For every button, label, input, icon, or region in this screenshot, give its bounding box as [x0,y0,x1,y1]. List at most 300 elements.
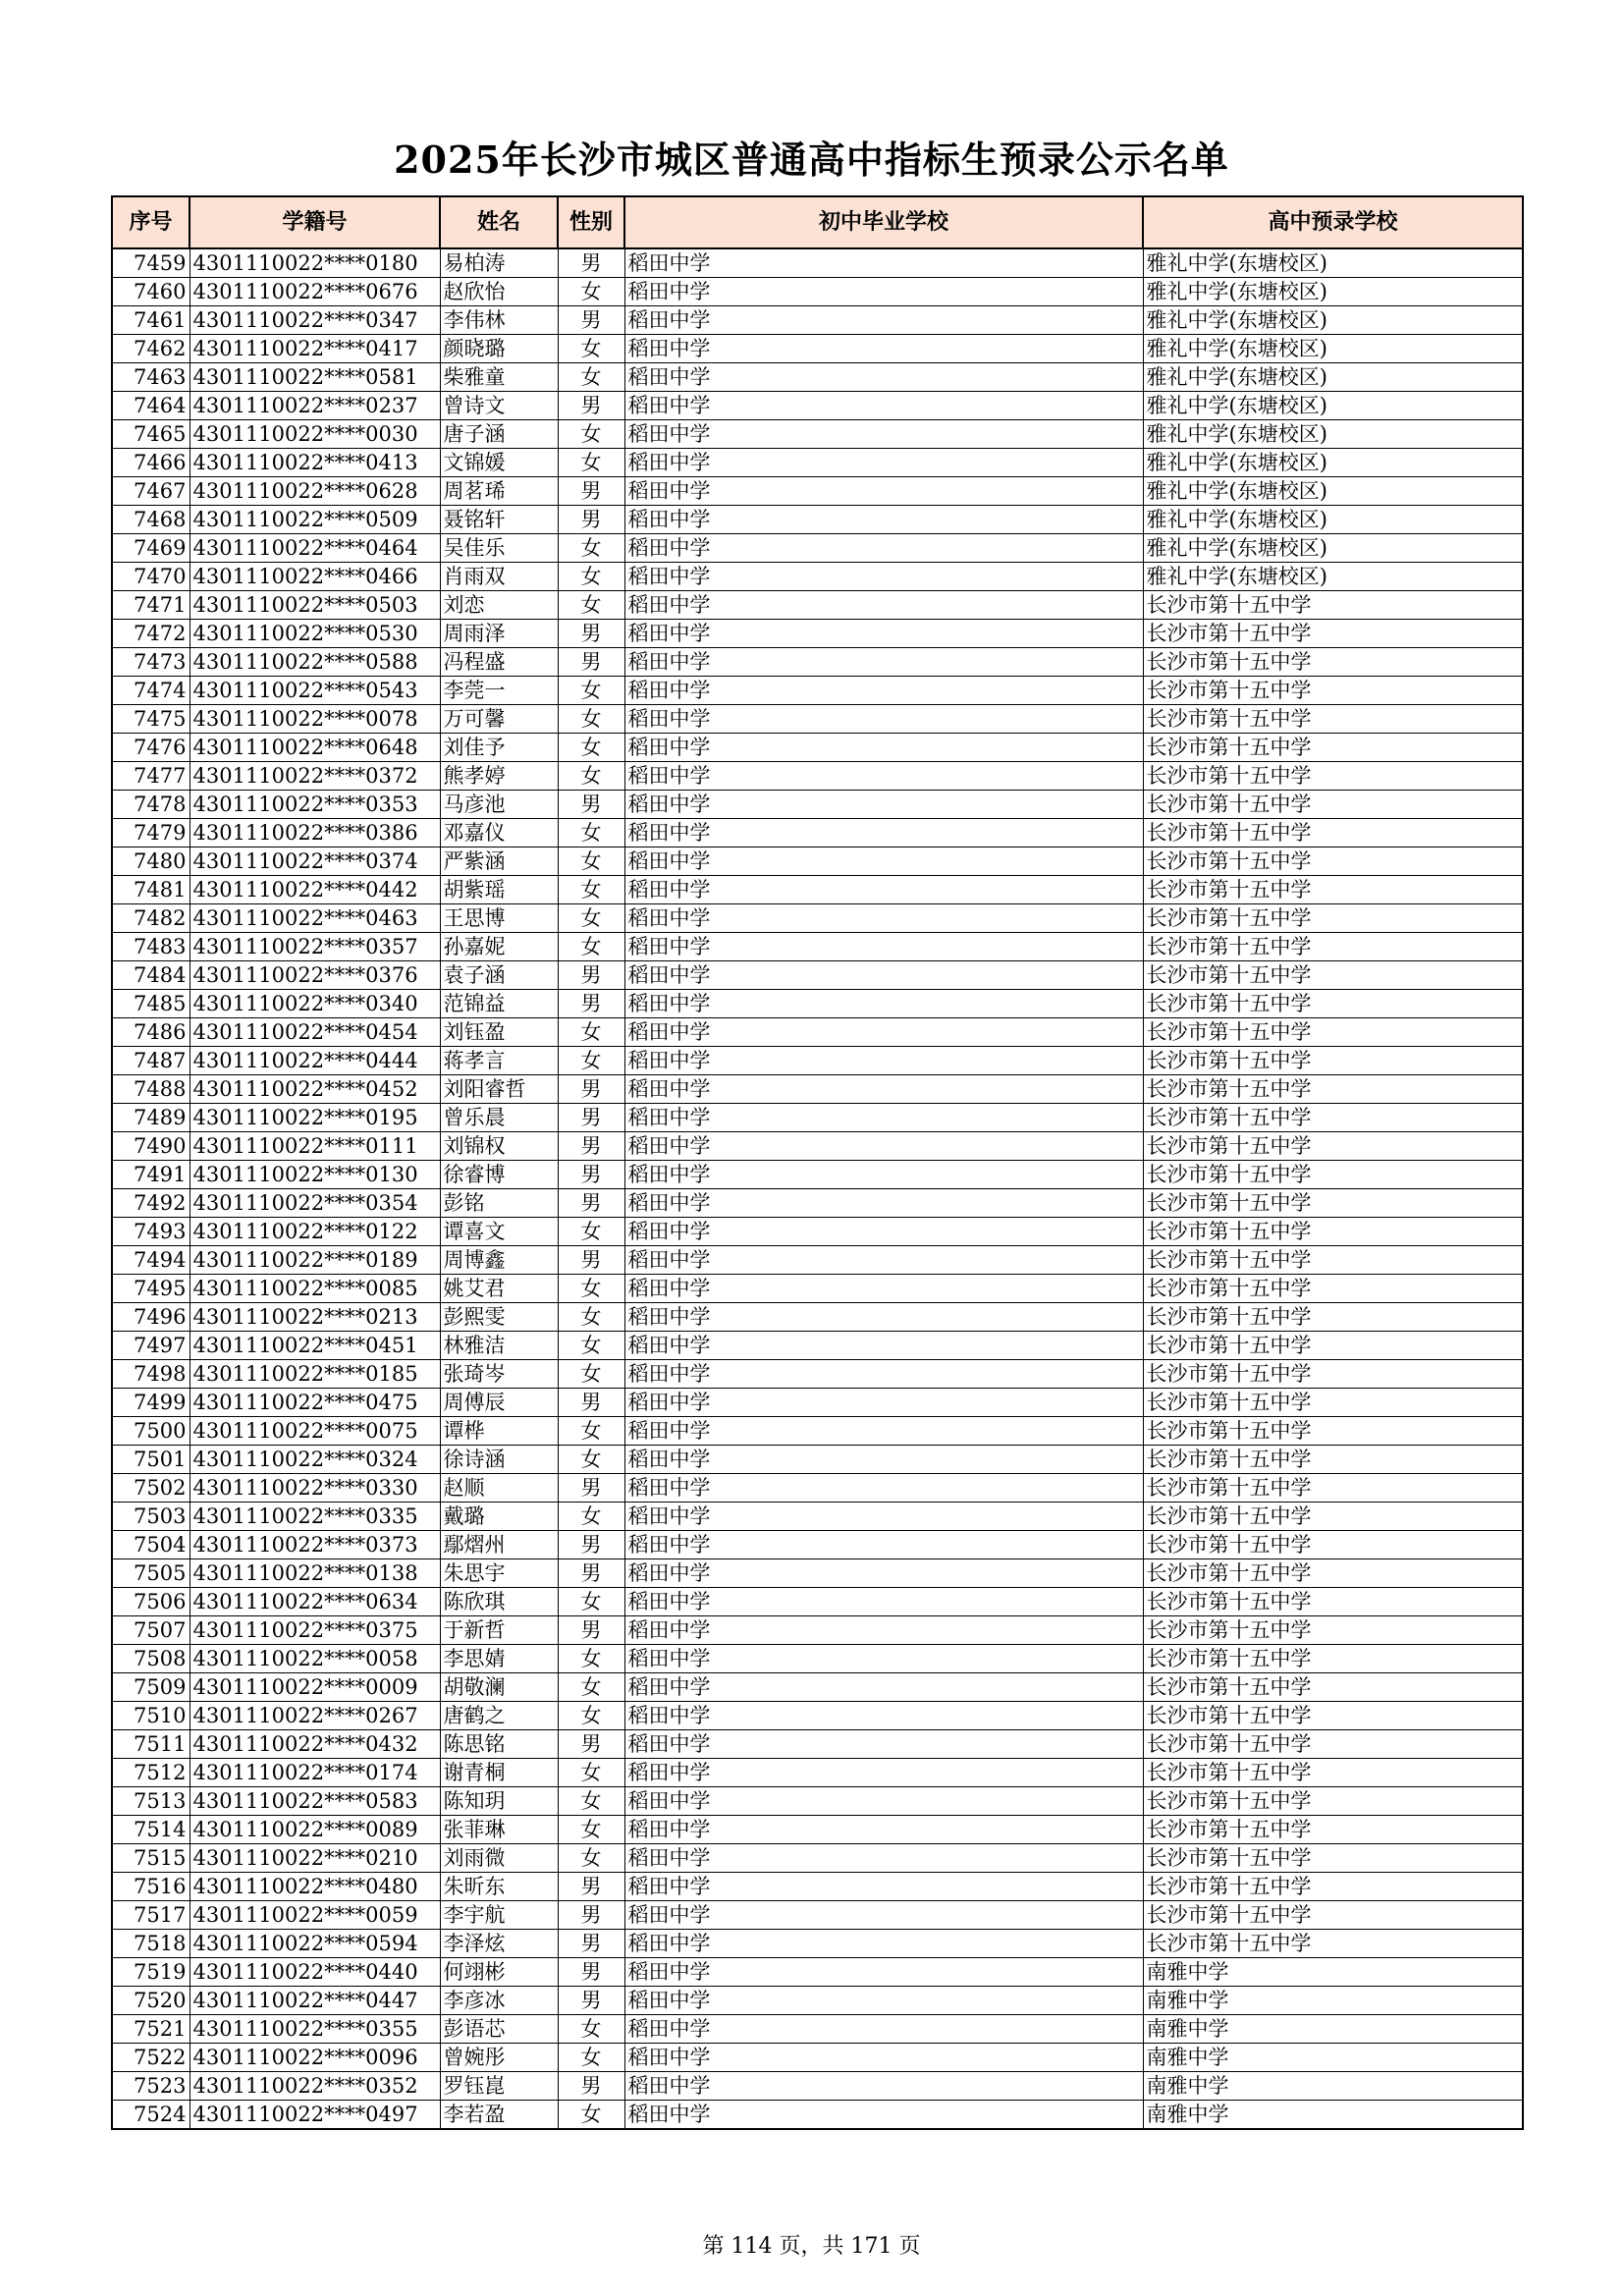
cell-student-id: 4301110022****0413 [189,449,440,477]
cell-student-id: 4301110022****0444 [189,1047,440,1075]
table-row [112,1673,1523,1702]
cell-student-id: 4301110022****0130 [189,1161,440,1189]
table-row [112,1645,1523,1673]
cell-seq: 7516 [112,1873,189,1901]
table-row [112,847,1523,876]
cell-high-school: 雅礼中学(东塘校区) [1143,248,1523,278]
table-row [112,1816,1523,1844]
cell-gender: 女 [558,1673,624,1702]
cell-student-id: 4301110022****0503 [189,591,440,620]
cell-high-school: 雅礼中学(东塘校区) [1143,420,1523,449]
cell-name: 陈知玥 [440,1787,558,1816]
cell-high-school: 长沙市第十五中学 [1143,677,1523,705]
cell-name: 马彦池 [440,791,558,819]
cell-middle-school: 稻田中学 [624,762,1143,791]
cell-middle-school: 稻田中学 [624,1987,1143,2015]
table-row [112,363,1523,392]
cell-high-school: 长沙市第十五中学 [1143,1332,1523,1360]
cell-name: 朱思宇 [440,1559,558,1588]
table-row [112,1474,1523,1503]
cell-seq: 7497 [112,1332,189,1360]
table-row [112,1218,1523,1246]
cell-middle-school: 稻田中学 [624,1417,1143,1446]
cell-middle-school: 稻田中学 [624,2015,1143,2044]
cell-student-id: 4301110022****0355 [189,2015,440,2044]
table-row [112,392,1523,420]
table-row [112,1018,1523,1047]
cell-student-id: 4301110022****0464 [189,534,440,563]
cell-name: 朱昕东 [440,1873,558,1901]
cell-name: 谭喜文 [440,1218,558,1246]
cell-gender: 女 [558,819,624,847]
table-row [112,876,1523,904]
cell-name: 李莞一 [440,677,558,705]
cell-gender: 女 [558,2101,624,2130]
cell-gender: 男 [558,2072,624,2101]
cell-student-id: 4301110022****0340 [189,990,440,1018]
cell-student-id: 4301110022****0463 [189,904,440,933]
cell-middle-school: 稻田中学 [624,477,1143,506]
cell-high-school: 长沙市第十五中学 [1143,1047,1523,1075]
cell-name: 何翊彬 [440,1958,558,1987]
cell-seq: 7495 [112,1275,189,1303]
cell-gender: 男 [558,1987,624,2015]
column-header-high-school: 高中预录学校 [1143,196,1523,248]
cell-middle-school: 稻田中学 [624,819,1143,847]
cell-gender: 男 [558,1132,624,1161]
cell-student-id: 4301110022****0676 [189,278,440,306]
cell-middle-school: 稻田中学 [624,620,1143,648]
table-row [112,1702,1523,1730]
cell-name: 赵欣怡 [440,278,558,306]
cell-middle-school: 稻田中学 [624,1873,1143,1901]
table-row [112,1930,1523,1958]
cell-middle-school: 稻田中学 [624,1787,1143,1816]
cell-high-school: 长沙市第十五中学 [1143,762,1523,791]
cell-student-id: 4301110022****0330 [189,1474,440,1503]
cell-seq: 7489 [112,1104,189,1132]
cell-student-id: 4301110022****0581 [189,363,440,392]
cell-high-school: 长沙市第十五中学 [1143,1218,1523,1246]
cell-student-id: 4301110022****0530 [189,620,440,648]
cell-middle-school: 稻田中学 [624,2101,1143,2130]
cell-high-school: 长沙市第十五中学 [1143,1759,1523,1787]
cell-middle-school: 稻田中学 [624,1446,1143,1474]
cell-seq: 7519 [112,1958,189,1987]
cell-middle-school: 稻田中学 [624,876,1143,904]
page-footer: 第 114 页，共 171 页 [702,2234,921,2259]
cell-seq: 7477 [112,762,189,791]
table-row [112,1987,1523,2015]
cell-high-school: 长沙市第十五中学 [1143,1104,1523,1132]
cell-name: 文锦媛 [440,449,558,477]
cell-seq: 7510 [112,1702,189,1730]
cell-student-id: 4301110022****0386 [189,819,440,847]
cell-high-school: 雅礼中学(东塘校区) [1143,363,1523,392]
cell-seq: 7512 [112,1759,189,1787]
cell-seq: 7460 [112,278,189,306]
cell-student-id: 4301110022****0447 [189,1987,440,2015]
table-row [112,819,1523,847]
table-row [112,1132,1523,1161]
cell-student-id: 4301110022****0648 [189,734,440,762]
cell-seq: 7459 [112,248,189,278]
cell-name: 蒋孝言 [440,1047,558,1075]
cell-middle-school: 稻田中学 [624,791,1143,819]
cell-high-school: 南雅中学 [1143,2015,1523,2044]
cell-middle-school: 稻田中学 [624,1816,1143,1844]
cell-high-school: 长沙市第十五中学 [1143,1730,1523,1759]
cell-seq: 7485 [112,990,189,1018]
cell-middle-school: 稻田中学 [624,1018,1143,1047]
cell-gender: 女 [558,591,624,620]
cell-seq: 7470 [112,563,189,591]
cell-seq: 7503 [112,1503,189,1531]
cell-seq: 7508 [112,1645,189,1673]
cell-high-school: 雅礼中学(东塘校区) [1143,534,1523,563]
table-row [112,1559,1523,1588]
cell-middle-school: 稻田中学 [624,563,1143,591]
cell-student-id: 4301110022****0030 [189,420,440,449]
cell-name: 易柏涛 [440,248,558,278]
cell-seq: 7500 [112,1417,189,1446]
cell-name: 唐子涵 [440,420,558,449]
cell-name: 曾婉彤 [440,2044,558,2072]
page-title: 2025年长沙市城区普通高中指标生预录公示名单 [394,137,1229,182]
cell-name: 袁子涵 [440,961,558,990]
table-row [112,1873,1523,1901]
cell-high-school: 长沙市第十五中学 [1143,1474,1523,1503]
cell-student-id: 4301110022****0335 [189,1503,440,1531]
cell-high-school: 长沙市第十五中学 [1143,1417,1523,1446]
table-row [112,1844,1523,1873]
cell-middle-school: 稻田中学 [624,306,1143,335]
cell-gender: 女 [558,933,624,961]
table-row [112,591,1523,620]
cell-seq: 7484 [112,961,189,990]
cell-seq: 7490 [112,1132,189,1161]
cell-gender: 男 [558,248,624,278]
cell-high-school: 长沙市第十五中学 [1143,1132,1523,1161]
cell-high-school: 长沙市第十五中学 [1143,1873,1523,1901]
cell-name: 谢青桐 [440,1759,558,1787]
cell-high-school: 长沙市第十五中学 [1143,705,1523,734]
cell-middle-school: 稻田中学 [624,1531,1143,1559]
cell-gender: 女 [558,363,624,392]
cell-name: 李思婧 [440,1645,558,1673]
cell-student-id: 4301110022****0454 [189,1018,440,1047]
cell-high-school: 长沙市第十五中学 [1143,1844,1523,1873]
cell-gender: 女 [558,2044,624,2072]
cell-gender: 男 [558,1389,624,1417]
cell-middle-school: 稻田中学 [624,1645,1143,1673]
cell-name: 赵顺 [440,1474,558,1503]
table-row [112,1616,1523,1645]
cell-gender: 女 [558,2015,624,2044]
table-row [112,1417,1523,1446]
cell-student-id: 4301110022****0432 [189,1730,440,1759]
cell-seq: 7487 [112,1047,189,1075]
cell-name: 范锦益 [440,990,558,1018]
table-row [112,1275,1523,1303]
cell-middle-school: 稻田中学 [624,2072,1143,2101]
cell-seq: 7517 [112,1901,189,1930]
cell-middle-school: 稻田中学 [624,392,1143,420]
cell-name: 张琦岑 [440,1360,558,1389]
table-row [112,677,1523,705]
cell-name: 吴佳乐 [440,534,558,563]
cell-gender: 男 [558,1531,624,1559]
cell-name: 刘阳睿哲 [440,1075,558,1104]
table-row [112,1189,1523,1218]
cell-name: 谭桦 [440,1417,558,1446]
cell-middle-school: 稻田中学 [624,248,1143,278]
cell-name: 李宇航 [440,1901,558,1930]
roster-table [111,195,1524,2130]
cell-gender: 男 [558,620,624,648]
cell-seq: 7513 [112,1787,189,1816]
cell-name: 刘锦权 [440,1132,558,1161]
cell-student-id: 4301110022****0497 [189,2101,440,2130]
cell-name: 曾诗文 [440,392,558,420]
column-header-name: 姓名 [440,196,558,248]
cell-name: 万可馨 [440,705,558,734]
cell-student-id: 4301110022****0588 [189,648,440,677]
cell-name: 周雨泽 [440,620,558,648]
cell-seq: 7506 [112,1588,189,1616]
cell-name: 邓嘉仪 [440,819,558,847]
cell-middle-school: 稻田中学 [624,1104,1143,1132]
cell-high-school: 长沙市第十五中学 [1143,1360,1523,1389]
cell-gender: 女 [558,1360,624,1389]
cell-seq: 7498 [112,1360,189,1389]
cell-seq: 7494 [112,1246,189,1275]
cell-middle-school: 稻田中学 [624,904,1143,933]
cell-name: 刘雨微 [440,1844,558,1873]
cell-name: 刘恋 [440,591,558,620]
cell-gender: 女 [558,762,624,791]
table-row [112,620,1523,648]
cell-middle-school: 稻田中学 [624,1474,1143,1503]
cell-gender: 女 [558,1218,624,1246]
table-row [112,563,1523,591]
cell-seq: 7501 [112,1446,189,1474]
cell-name: 徐诗涵 [440,1446,558,1474]
table-row [112,1389,1523,1417]
cell-seq: 7479 [112,819,189,847]
cell-high-school: 雅礼中学(东塘校区) [1143,335,1523,363]
table-row [112,1730,1523,1759]
cell-name: 李泽炫 [440,1930,558,1958]
cell-student-id: 4301110022****0480 [189,1873,440,1901]
cell-seq: 7493 [112,1218,189,1246]
table-row [112,1588,1523,1616]
cell-name: 李彦冰 [440,1987,558,2015]
cell-name: 胡紫瑶 [440,876,558,904]
cell-student-id: 4301110022****0078 [189,705,440,734]
cell-name: 唐鹤之 [440,1702,558,1730]
cell-high-school: 雅礼中学(东塘校区) [1143,477,1523,506]
cell-high-school: 长沙市第十五中学 [1143,847,1523,876]
cell-student-id: 4301110022****0353 [189,791,440,819]
cell-student-id: 4301110022****0373 [189,1531,440,1559]
cell-gender: 女 [558,1844,624,1873]
cell-middle-school: 稻田中学 [624,591,1143,620]
cell-gender: 女 [558,420,624,449]
cell-middle-school: 稻田中学 [624,1901,1143,1930]
cell-middle-school: 稻田中学 [624,1844,1143,1873]
cell-high-school: 长沙市第十五中学 [1143,591,1523,620]
cell-high-school: 长沙市第十五中学 [1143,1503,1523,1531]
cell-gender: 男 [558,1246,624,1275]
cell-high-school: 南雅中学 [1143,2044,1523,2072]
cell-high-school: 长沙市第十五中学 [1143,1787,1523,1816]
cell-gender: 男 [558,1189,624,1218]
cell-gender: 男 [558,477,624,506]
cell-name: 曾乐晨 [440,1104,558,1132]
cell-student-id: 4301110022****0442 [189,876,440,904]
cell-student-id: 4301110022****0376 [189,961,440,990]
cell-gender: 男 [558,1873,624,1901]
cell-seq: 7507 [112,1616,189,1645]
cell-gender: 女 [558,1787,624,1816]
table-row [112,1360,1523,1389]
cell-seq: 7463 [112,363,189,392]
cell-gender: 男 [558,1474,624,1503]
cell-gender: 男 [558,1958,624,1987]
table-row [112,2015,1523,2044]
cell-name: 罗钰崑 [440,2072,558,2101]
cell-middle-school: 稻田中学 [624,1588,1143,1616]
cell-name: 严紫涵 [440,847,558,876]
cell-seq: 7504 [112,1531,189,1559]
column-header-middle-school: 初中毕业学校 [624,196,1143,248]
cell-high-school: 长沙市第十五中学 [1143,620,1523,648]
cell-gender: 女 [558,278,624,306]
cell-high-school: 长沙市第十五中学 [1143,1559,1523,1588]
cell-name: 彭熙雯 [440,1303,558,1332]
cell-high-school: 南雅中学 [1143,1987,1523,2015]
cell-gender: 男 [558,1075,624,1104]
cell-high-school: 长沙市第十五中学 [1143,1189,1523,1218]
cell-high-school: 长沙市第十五中学 [1143,1075,1523,1104]
cell-gender: 男 [558,1161,624,1189]
cell-gender: 女 [558,1332,624,1360]
cell-student-id: 4301110022****0267 [189,1702,440,1730]
cell-middle-school: 稻田中学 [624,705,1143,734]
cell-name: 王思博 [440,904,558,933]
cell-seq: 7481 [112,876,189,904]
cell-student-id: 4301110022****0185 [189,1360,440,1389]
cell-middle-school: 稻田中学 [624,1702,1143,1730]
cell-seq: 7468 [112,506,189,534]
cell-middle-school: 稻田中学 [624,1047,1143,1075]
table-row [112,335,1523,363]
cell-name: 林雅洁 [440,1332,558,1360]
cell-seq: 7486 [112,1018,189,1047]
table-row [112,449,1523,477]
cell-seq: 7502 [112,1474,189,1503]
cell-high-school: 南雅中学 [1143,1958,1523,1987]
cell-name: 周博鑫 [440,1246,558,1275]
table-row [112,734,1523,762]
table-row [112,1787,1523,1816]
cell-student-id: 4301110022****0237 [189,392,440,420]
cell-seq: 7522 [112,2044,189,2072]
table-row [112,1075,1523,1104]
cell-seq: 7492 [112,1189,189,1218]
cell-student-id: 4301110022****0475 [189,1389,440,1417]
cell-student-id: 4301110022****0058 [189,1645,440,1673]
cell-name: 鄢熠州 [440,1531,558,1559]
cell-name: 胡敬澜 [440,1673,558,1702]
cell-student-id: 4301110022****0594 [189,1930,440,1958]
cell-high-school: 雅礼中学(东塘校区) [1143,306,1523,335]
cell-high-school: 长沙市第十五中学 [1143,1702,1523,1730]
cell-middle-school: 稻田中学 [624,335,1143,363]
cell-middle-school: 稻田中学 [624,1389,1143,1417]
cell-name: 周茗琋 [440,477,558,506]
cell-name: 周傅辰 [440,1389,558,1417]
cell-seq: 7488 [112,1075,189,1104]
cell-seq: 7505 [112,1559,189,1588]
cell-high-school: 长沙市第十五中学 [1143,1161,1523,1189]
cell-middle-school: 稻田中学 [624,1616,1143,1645]
cell-high-school: 南雅中学 [1143,2072,1523,2101]
table-row [112,1901,1523,1930]
cell-name: 姚艾君 [440,1275,558,1303]
cell-seq: 7476 [112,734,189,762]
column-header-seq: 序号 [112,196,189,248]
cell-seq: 7521 [112,2015,189,2044]
table-row [112,1047,1523,1075]
cell-seq: 7469 [112,534,189,563]
table-row [112,762,1523,791]
cell-high-school: 长沙市第十五中学 [1143,1246,1523,1275]
cell-seq: 7524 [112,2101,189,2130]
table-row [112,1446,1523,1474]
cell-name: 于新哲 [440,1616,558,1645]
cell-middle-school: 稻田中学 [624,1559,1143,1588]
cell-student-id: 4301110022****0195 [189,1104,440,1132]
table-row [112,420,1523,449]
cell-seq: 7475 [112,705,189,734]
cell-seq: 7520 [112,1987,189,2015]
cell-middle-school: 稻田中学 [624,1930,1143,1958]
cell-gender: 女 [558,1018,624,1047]
cell-seq: 7480 [112,847,189,876]
cell-middle-school: 稻田中学 [624,1275,1143,1303]
table-row [112,990,1523,1018]
cell-high-school: 长沙市第十五中学 [1143,1303,1523,1332]
cell-gender: 男 [558,1559,624,1588]
cell-student-id: 4301110022****0189 [189,1246,440,1275]
cell-student-id: 4301110022****0174 [189,1759,440,1787]
cell-student-id: 4301110022****0180 [189,248,440,278]
cell-name: 刘佳予 [440,734,558,762]
cell-gender: 女 [558,1047,624,1075]
cell-high-school: 南雅中学 [1143,2101,1523,2130]
cell-student-id: 4301110022****0009 [189,1673,440,1702]
cell-gender: 女 [558,534,624,563]
cell-seq: 7471 [112,591,189,620]
table-row [112,477,1523,506]
cell-middle-school: 稻田中学 [624,1246,1143,1275]
cell-student-id: 4301110022****0357 [189,933,440,961]
cell-gender: 男 [558,961,624,990]
cell-high-school: 雅礼中学(东塘校区) [1143,449,1523,477]
cell-gender: 女 [558,335,624,363]
